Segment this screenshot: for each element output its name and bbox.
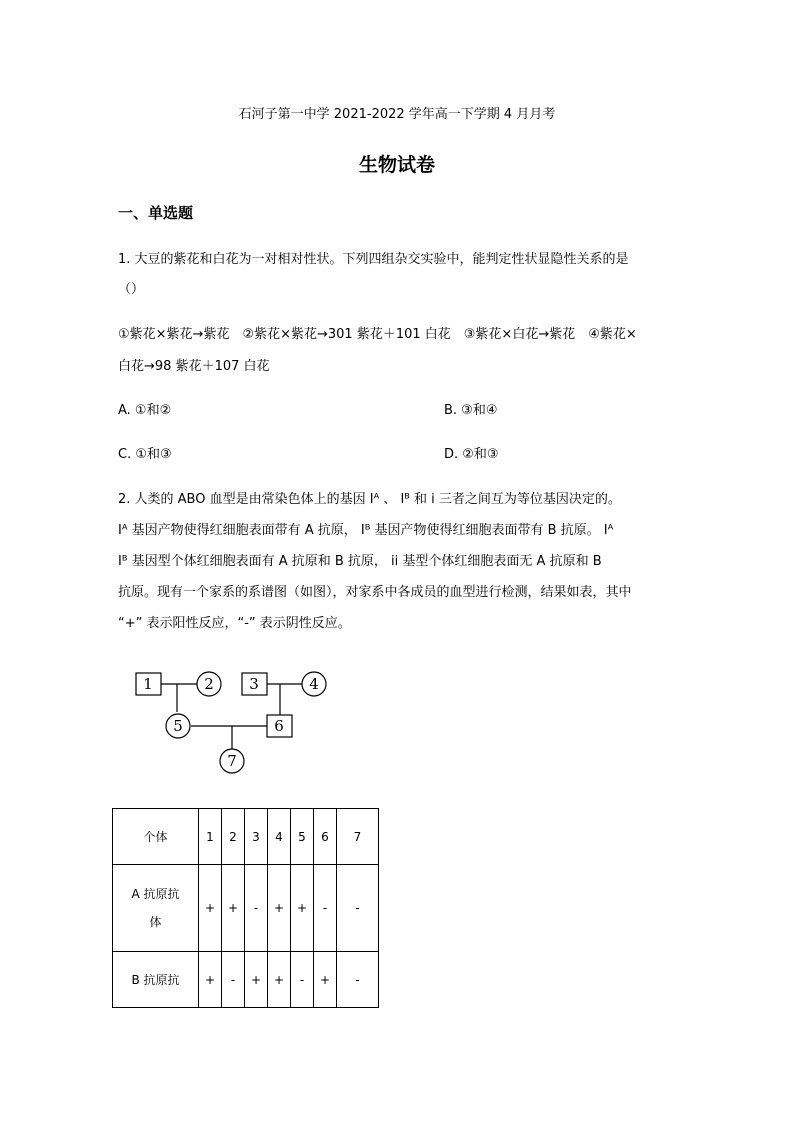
row-b-value-3: +: [245, 952, 268, 1008]
section-title: 一、单选题: [118, 204, 194, 222]
row-b-value-5: -: [291, 952, 314, 1008]
individual-6-label: 6: [274, 717, 284, 735]
table-col-4: 4: [268, 809, 291, 865]
exam-subtitle: 石河子第一中学 2021-2022 学年高一下学期 4 月月考: [238, 107, 556, 122]
q2-line1: 2. 人类的 ABO 血型是由常染色体上的基因 Iᴬ 、 Iᴮ 和 i 三者之间互为等位基因决定的。: [118, 492, 621, 507]
individual-2-label: 2: [204, 675, 214, 693]
individual-5-label: 5: [173, 717, 183, 735]
q1-option-c: C. ①和③: [118, 447, 172, 462]
table-row-a-antibody: [113, 865, 379, 952]
table-header-row: [113, 809, 379, 865]
table-col-7: 7: [337, 809, 379, 865]
exam-title: 生物试卷: [358, 154, 435, 176]
q1-option-a: A. ①和②: [118, 403, 172, 418]
q2-line2: Iᴬ 基因产物使得红细胞表面带有 A 抗原， Iᴮ 基因产物使得红细胞表面带有 B 抗原。 Iᴬ: [118, 523, 614, 538]
row-a-value-6: -: [314, 865, 337, 952]
q2-line5: “+” 表示阳性反应，“-” 表示阴性反应。: [118, 616, 351, 631]
row-a-label-line2: 体: [149, 915, 162, 929]
q1-stem-line1: 1. 大豆的紫花和白花为一对相对性状。下列四组杂交实验中，能判定性状显隐性关系的是: [118, 252, 629, 267]
individual-3-label: 3: [249, 675, 259, 693]
row-b-value-1: +: [199, 952, 222, 1008]
row-a-value-1: +: [199, 865, 222, 952]
q2-line4: 抗原。现有一个家系的系谱图（如图），对家系中各成员的血型进行检测，结果如表，其中: [118, 585, 632, 600]
row-b-label: [113, 952, 199, 1008]
row-a-value-5: +: [291, 865, 314, 952]
pedigree-diagram: [128, 660, 338, 778]
table-col-3: 3: [245, 809, 268, 865]
row-a-value-4: +: [268, 865, 291, 952]
q1-crosses-line1: ①紫花×紫花→紫花 ②紫花×紫花→301 紫花＋101 白花 ③紫花×白花→紫花 ④紫花×: [118, 327, 637, 342]
q1-stem-line2: （）: [118, 282, 145, 297]
q1-option-b: B. ③和④: [444, 403, 498, 418]
blood-test-table: [112, 808, 379, 1008]
row-b-value-2: -: [222, 952, 245, 1008]
row-a-value-7: -: [337, 865, 379, 952]
row-a-label: [113, 865, 199, 952]
q1-crosses-line2: 白花→98 紫花＋107 白花: [118, 359, 270, 374]
table-col-6: 6: [314, 809, 337, 865]
individual-7-label: 7: [227, 752, 237, 770]
row-b-value-7: -: [337, 952, 379, 1008]
row-a-label-line1: A 抗原抗: [131, 887, 180, 901]
row-b-value-4: +: [268, 952, 291, 1008]
row-b-value-6: +: [314, 952, 337, 1008]
individual-1-label: 1: [143, 675, 153, 693]
individual-4-label: 4: [309, 675, 319, 693]
q1-option-d: D. ②和③: [444, 447, 499, 462]
table-col-1: 1: [199, 809, 222, 865]
row-a-value-3: -: [245, 865, 268, 952]
row-b-label-line1: B 抗原抗: [131, 973, 180, 987]
table-col-2: 2: [222, 809, 245, 865]
table-header-label: 个体: [113, 809, 199, 865]
q2-line3: Iᴮ 基因型个体红细胞表面有 A 抗原和 B 抗原， ii 基型个体红细胞表面无 A 抗原和 B: [118, 554, 602, 569]
table-col-5: 5: [291, 809, 314, 865]
table-row-b-antibody: [113, 952, 379, 1008]
row-a-value-2: +: [222, 865, 245, 952]
